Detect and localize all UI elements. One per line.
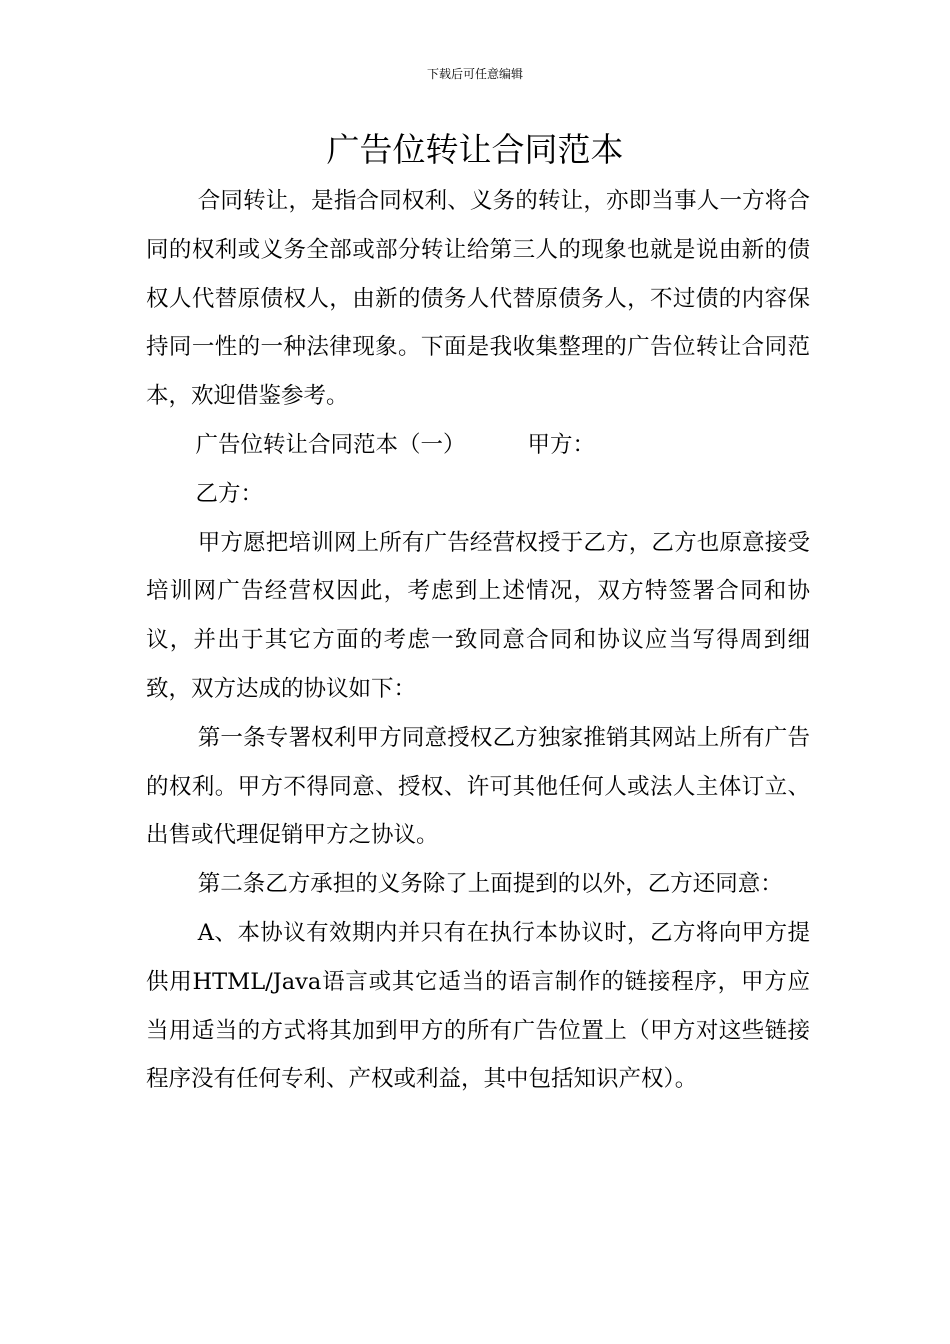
article-two: 第二条乙方承担的义务除了上面提到的以外，乙方还同意： [197,871,783,898]
header-note: 下载后可任意编辑 [426,67,523,81]
sample-heading: 广告位转让合同范本（一） [195,431,466,458]
clause-a: A、本协议有效期内并只有在执行本协议时，乙方将向甲方提供用HTML/Java语言或其它适当的语言制作的链接程序，甲方应当用适当的方式将其加到甲方的所有广告位置上（甲方对这些链接程序没有任何专利、产权或利益，其中包括知识产权）。 [146,919,810,1093]
document-body [146,177,810,1104]
document-title: 广告位转让合同范本 [326,130,624,169]
agreement-paragraph: 甲方愿把培训网上所有广告经营权授于乙方，乙方也原意接受培训网广告经营权因此，考虑到上述情况，双方特签署合同和协议，并出于其它方面的考虑一致同意合同和协议应当写得周到细致，双方达成的协议如下： [146,529,810,702]
article-one: 第一条专署权利甲方同意授权乙方独家推销其网站上所有广告的权利。甲方不得同意、授权、许可其他任何人或法人主体订立、出售或代理促销甲方之协议。 [146,724,810,849]
sample-heading-line [146,421,810,470]
party-b-label: 乙方： [195,480,264,507]
intro-paragraph: 合同转让，是指合同权利、义务的转让，亦即当事人一方将合同的权利或义务全部或部分转让给第三人的现象也就是说由新的债权人代替原债权人，由新的债务人代替原债务人，不过债的内容保持同一性的一种法律现象。下面是我收集整理的广告位转让合同范本，欢迎借鉴参考。 [146,188,810,410]
party-a-label: 甲方： [527,431,596,458]
